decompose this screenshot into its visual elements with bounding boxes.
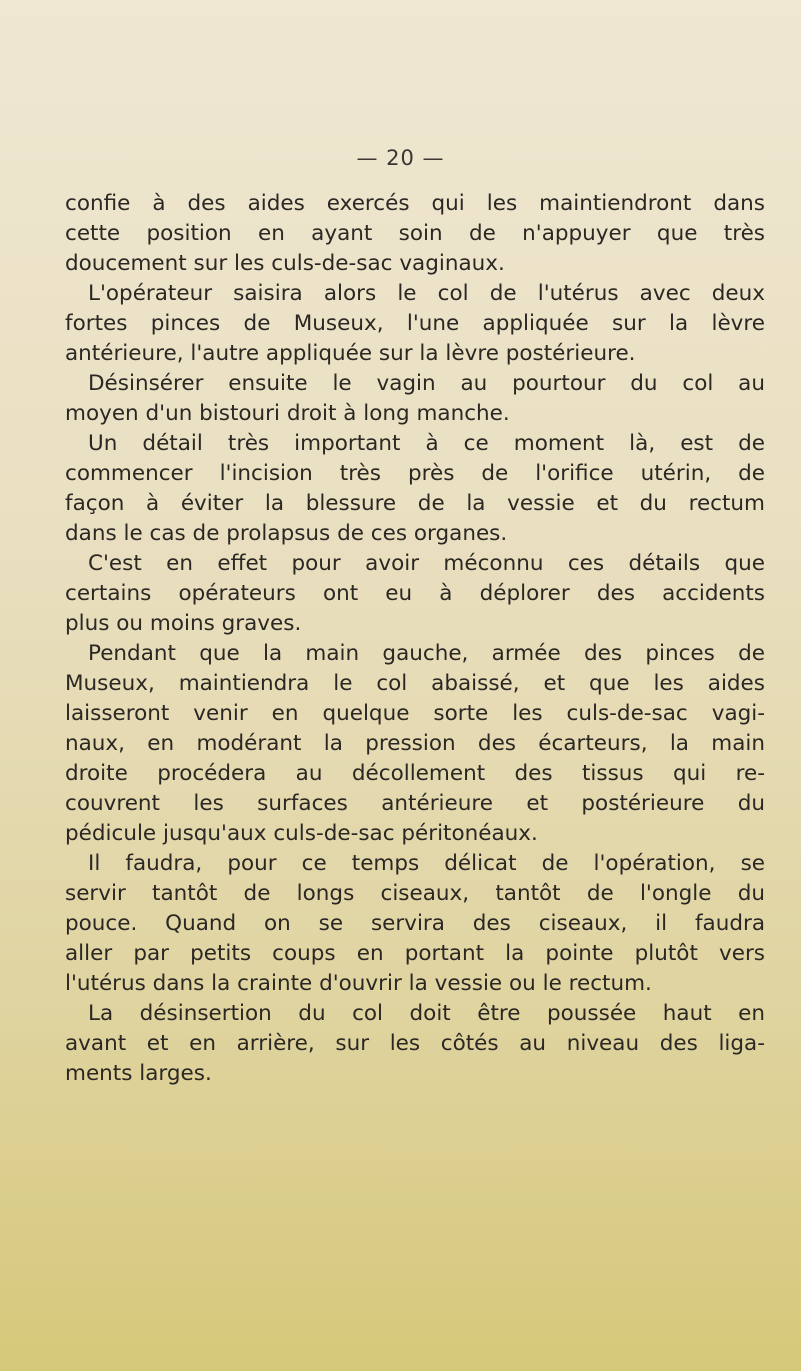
text-line: pédicule jusqu'aux culs-de-sac péritonéaux. (65, 821, 538, 846)
text-line: doucement sur les culs-de-sac vaginaux. (65, 251, 505, 276)
body-text (65, 189, 765, 1089)
text-line: naux, en modérant la pression des écarteurs, la main (65, 731, 765, 756)
text-line: Pendant que la main gauche, armée des pinces de (88, 641, 765, 666)
text-line: commencer l'incision très près de l'orifice utérin, de (65, 461, 765, 486)
text-line: La désinsertion du col doit être poussée haut en (88, 1001, 765, 1026)
text-line: pouce. Quand on se servira des ciseaux, il faudra (65, 911, 765, 936)
text-line: cette position en ayant soin de n'appuyer que très (65, 221, 765, 246)
text-line: Museux, maintiendra le col abaissé, et que les aides (65, 671, 765, 696)
text-line: servir tantôt de longs ciseaux, tantôt de l'ongle du (65, 881, 765, 906)
text-line: confie à des aides exercés qui les maintiendront dans (65, 191, 765, 216)
text-line: certains opérateurs ont eu à déplorer des accidents (65, 581, 765, 606)
text-line: avant et en arrière, sur les côtés au niveau des liga- (65, 1031, 765, 1056)
text-line: Un détail très important à ce moment là, est de (88, 431, 765, 456)
page-number: — 20 — (356, 146, 445, 170)
text-line: moyen d'un bistouri droit à long manche. (65, 401, 510, 426)
text-line: fortes pinces de Museux, l'une appliquée sur la lèvre (65, 311, 765, 336)
text-line: ments larges. (65, 1061, 212, 1086)
text-line: façon à éviter la blessure de la vessie et du rectum (65, 491, 765, 516)
text-line: L'opérateur saisira alors le col de l'utérus avec deux (88, 281, 765, 306)
text-line: Désinsérer ensuite le vagin au pourtour du col au (88, 371, 765, 396)
text-line: dans le cas de prolapsus de ces organes. (65, 521, 508, 546)
text-line: l'utérus dans la crainte d'ouvrir la vessie ou le rectum. (65, 971, 652, 996)
text-line: aller par petits coups en portant la pointe plutôt vers (65, 941, 765, 966)
text-line: couvrent les surfaces antérieure et postérieure du (65, 791, 765, 816)
text-line: antérieure, l'autre appliquée sur la lèvre postérieure. (65, 341, 636, 366)
text-line: plus ou moins graves. (65, 611, 302, 636)
text-line: C'est en effet pour avoir méconnu ces détails que (88, 551, 765, 576)
text-line: Il faudra, pour ce temps délicat de l'opération, se (88, 851, 765, 876)
text-line: droite procédera au décollement des tissus qui re- (65, 761, 765, 786)
text-line: laisseront venir en quelque sorte les culs-de-sac vagi- (65, 701, 765, 726)
